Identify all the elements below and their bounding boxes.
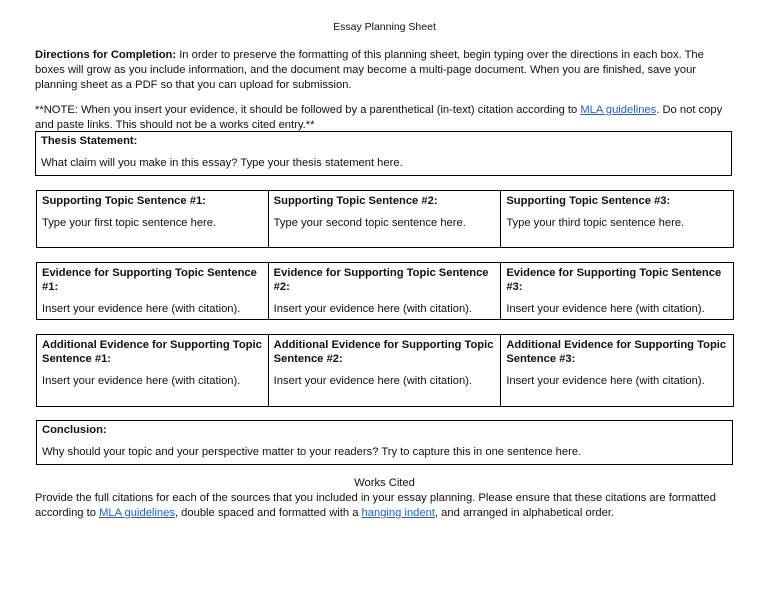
additional-evidence-cell-2[interactable] xyxy=(268,335,501,407)
note-text-before: **NOTE: When you insert your evidence, it should be followed by a parenthetical (in-text) citation according to xyxy=(35,104,581,116)
topic-sentence-cell-1[interactable] xyxy=(37,191,269,248)
evidence-text-2[interactable]: Insert your evidence here (with citation). xyxy=(273,303,473,315)
conclusion-text[interactable]: Why should your topic and your perspective matter to your readers? Try to capture this in one sentence here. xyxy=(42,446,582,458)
topic-sentence-table xyxy=(36,190,734,248)
evidence-label-1: Evidence for Supporting Topic Sentence #1: xyxy=(42,267,257,293)
thesis-text[interactable]: What claim will you make in this essay? Type your thesis statement here. xyxy=(41,157,403,169)
additional-evidence-label-1: Additional Evidence for Supporting Topic Sentence #1: xyxy=(42,339,262,365)
additional-evidence-text-2[interactable]: Insert your evidence here (with citation). xyxy=(273,375,473,387)
works-cited-text-after: , and arranged in alphabetical order. xyxy=(434,507,615,519)
mla-guidelines-link[interactable]: MLA guidelines xyxy=(580,104,657,116)
thesis-label: Thesis Statement: xyxy=(41,135,138,147)
evidence-label-2: Evidence for Supporting Topic Sentence #2: xyxy=(273,267,489,293)
evidence-table xyxy=(36,262,734,320)
topic-sentence-text-3[interactable]: Type your third topic sentence here. xyxy=(506,217,685,229)
additional-evidence-table xyxy=(36,334,734,407)
evidence-cell-1[interactable] xyxy=(37,263,269,320)
page-title: Essay Planning Sheet xyxy=(333,21,436,33)
topic-sentence-text-1[interactable]: Type your first topic sentence here. xyxy=(42,217,217,229)
additional-evidence-cell-3[interactable] xyxy=(501,335,734,407)
directions-label: Directions for Completion: xyxy=(35,49,177,61)
works-cited-paragraph xyxy=(35,491,734,521)
directions-paragraph xyxy=(35,48,734,93)
works-cited-text-middle: , double spaced and formatted with a xyxy=(174,507,362,519)
additional-evidence-text-1[interactable]: Insert your evidence here (with citation). xyxy=(42,375,241,387)
note-paragraph xyxy=(35,103,734,133)
topic-sentence-label-2: Supporting Topic Sentence #2: xyxy=(273,195,438,207)
topic-sentence-label-1: Supporting Topic Sentence #1: xyxy=(42,195,206,207)
additional-evidence-text-3[interactable]: Insert your evidence here (with citation). xyxy=(506,375,705,387)
topic-sentence-cell-3[interactable] xyxy=(501,191,734,248)
works-cited-mla-link[interactable]: MLA guidelines xyxy=(99,507,175,519)
conclusion-label: Conclusion: xyxy=(42,424,107,436)
topic-sentence-label-3: Supporting Topic Sentence #3: xyxy=(506,195,671,207)
topic-sentence-cell-2[interactable] xyxy=(268,191,501,248)
hanging-indent-link[interactable]: hanging indent xyxy=(361,507,435,519)
evidence-text-1[interactable]: Insert your evidence here (with citation). xyxy=(42,303,241,315)
note-text-after: . Do not copy and paste links. This should not be a works cited entry.** xyxy=(35,104,723,131)
additional-evidence-cell-1[interactable] xyxy=(37,335,269,407)
evidence-cell-3[interactable] xyxy=(501,263,734,320)
works-cited-text-before: Provide the full citations for each of the sources that you included in your essay planning. Please ensure that these citations are formatted according to xyxy=(35,492,716,519)
evidence-text-3[interactable]: Insert your evidence here (with citation). xyxy=(506,303,705,315)
thesis-box[interactable] xyxy=(35,131,732,176)
additional-evidence-label-3: Additional Evidence for Supporting Topic Sentence #3: xyxy=(506,339,727,365)
directions-text: In order to preserve the formatting of this planning sheet, begin typing over the directions in each box. The boxes will grow as you include information, and the document may become a multi-page document. When you are finished, save your planning sheet as a PDF so that you can upload for submission. xyxy=(35,49,704,91)
works-cited-title: Works Cited xyxy=(354,477,415,489)
evidence-cell-2[interactable] xyxy=(268,263,501,320)
evidence-label-3: Evidence for Supporting Topic Sentence #3: xyxy=(506,267,722,293)
additional-evidence-label-2: Additional Evidence for Supporting Topic Sentence #2: xyxy=(273,339,494,365)
conclusion-box[interactable] xyxy=(36,420,733,465)
topic-sentence-text-2[interactable]: Type your second topic sentence here. xyxy=(273,217,466,229)
